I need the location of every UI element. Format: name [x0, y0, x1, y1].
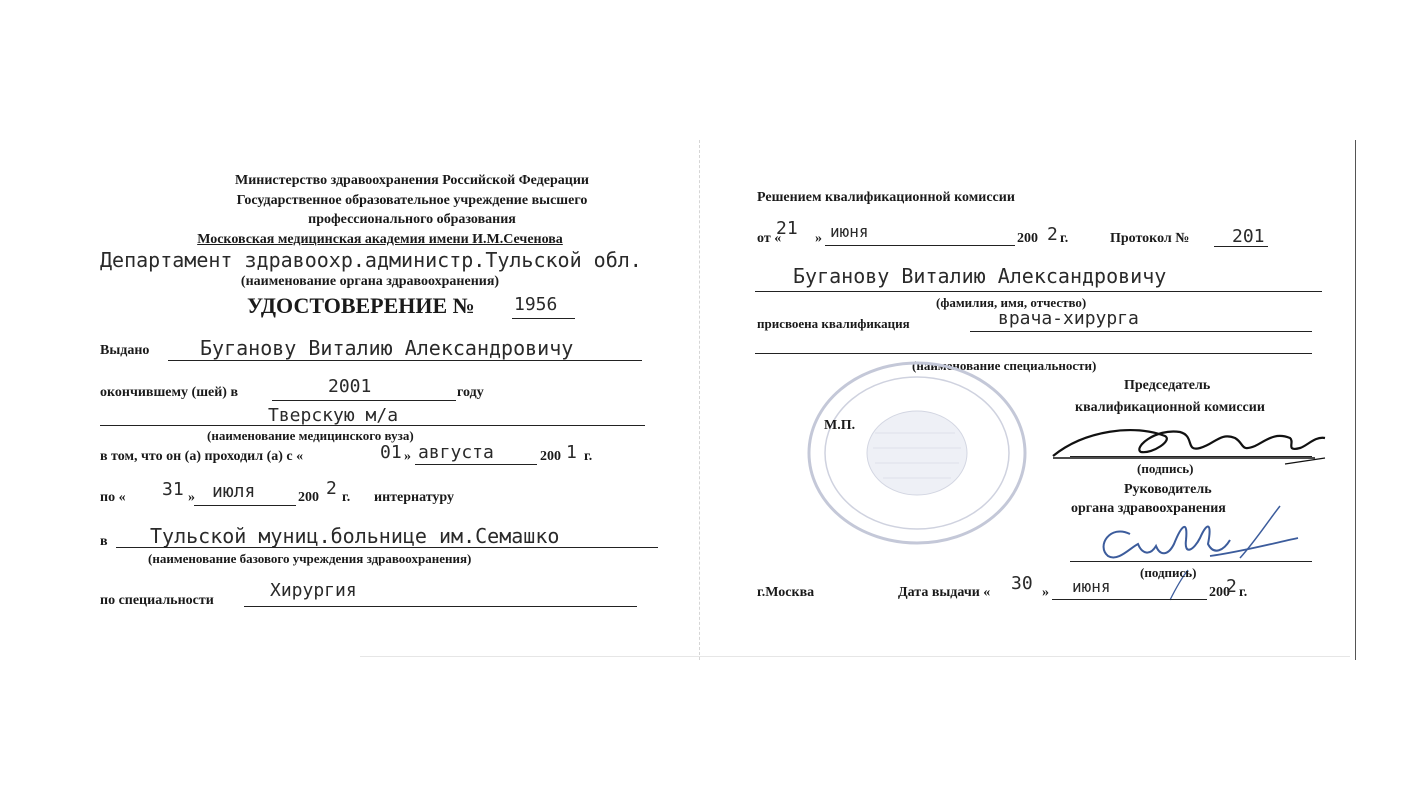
- university-caption: (наименование медицинского вуза): [207, 428, 414, 443]
- base-institution-caption: (наименование базового учреждения здравоохранения): [148, 551, 472, 566]
- card-edge: [1355, 140, 1356, 660]
- specialty-label: по специальности: [100, 593, 214, 608]
- graduation-year: 2001: [328, 376, 372, 397]
- institution-line-2: профессионального образования: [308, 212, 516, 227]
- fio-caption: (фамилия, имя, отчество): [936, 295, 1087, 310]
- year-suffix: г.: [1239, 585, 1248, 600]
- ministry-line: Министерство здравоохранения Российской Федерации: [235, 173, 589, 188]
- start-month: августа: [418, 442, 494, 463]
- fold-line: [699, 140, 700, 660]
- university: Тверскую м/а: [268, 405, 399, 426]
- quote-close: »: [188, 490, 195, 505]
- year-prefix: 200: [1017, 231, 1038, 246]
- signature-caption-2: (подпись): [1140, 565, 1197, 580]
- seal-label: М.П.: [824, 418, 856, 433]
- year-word: году: [457, 385, 484, 400]
- qualification-value: врача-хирурга: [998, 308, 1139, 329]
- stamp-seal: [805, 353, 1030, 548]
- protocol-number: 201: [1232, 226, 1265, 247]
- year-suffix: г.: [584, 449, 593, 464]
- quote-close: »: [404, 449, 411, 464]
- qualification-label: присвоена квалификация: [757, 316, 910, 331]
- year-suffix: г.: [342, 490, 351, 505]
- issued-to-label: Выдано: [100, 343, 150, 358]
- issue-year-digit: 2: [1226, 576, 1237, 597]
- issue-day: 30: [1011, 573, 1033, 594]
- decision-day: 21: [776, 218, 798, 239]
- head-title-1: Руководитель: [1124, 482, 1212, 497]
- year-prefix: 200: [540, 449, 561, 464]
- card-bottom-edge: [360, 656, 1350, 657]
- issue-city: г.Москва: [757, 585, 815, 600]
- decision-month: июня: [830, 222, 869, 241]
- start-day: 01: [380, 442, 402, 463]
- quote-close: »: [815, 231, 822, 246]
- passed-label: в том, что он (а) проходил (а) с «: [100, 449, 304, 464]
- year-suffix: г.: [1060, 231, 1069, 246]
- graduated-label: окончившему (шей) в: [100, 385, 239, 400]
- issued-to-name: Буганову Виталию Александровичу: [200, 336, 574, 360]
- end-day: 31: [162, 479, 184, 500]
- issue-date-label: Дата выдачи «: [898, 585, 991, 600]
- protocol-label: Протокол №: [1110, 231, 1190, 246]
- chair-title-2: квалификационной комиссии: [1075, 400, 1265, 415]
- decision-label: Решением квалификационной комиссии: [757, 190, 1015, 205]
- academy-line: Московская медицинская академия имени И.М.Сеченова: [197, 232, 563, 247]
- head-signature: [1090, 500, 1310, 605]
- issue-month: июня: [1072, 577, 1111, 596]
- recipient-name: Буганову Виталию Александровичу: [793, 264, 1167, 288]
- institution-line-1: Государственное образовательное учреждение высшего: [236, 193, 588, 208]
- decision-year-digit: 2: [1047, 224, 1058, 245]
- end-month: июля: [212, 481, 256, 502]
- internship-word: интернатуру: [374, 490, 455, 505]
- start-year-digit: 1: [566, 442, 577, 463]
- signature-caption-1: (подпись): [1137, 461, 1194, 476]
- from-label: от «: [757, 231, 782, 246]
- year-prefix: 200: [298, 490, 319, 505]
- document-number: 1956: [514, 294, 558, 315]
- year-prefix: 200: [1209, 585, 1230, 600]
- end-year-digit: 2: [326, 478, 337, 499]
- head-title-2: органа здравоохранения: [1071, 501, 1226, 516]
- to-label: по «: [100, 490, 126, 505]
- in-label: в: [100, 534, 108, 549]
- document-title: УДОСТОВЕРЕНИЕ №: [247, 293, 475, 318]
- health-authority-caption: (наименование органа здравоохранения): [240, 274, 500, 289]
- specialty-caption: (наименование специальности): [912, 358, 1097, 373]
- chair-title-1: Председатель: [1124, 378, 1211, 393]
- specialty-value: Хирургия: [270, 580, 357, 601]
- base-institution: Тульской муниц.больнице им.Семашко: [150, 524, 560, 548]
- health-authority: Департамент здравоохр.администр.Тульской обл.: [100, 248, 642, 272]
- quote-close: »: [1042, 585, 1049, 600]
